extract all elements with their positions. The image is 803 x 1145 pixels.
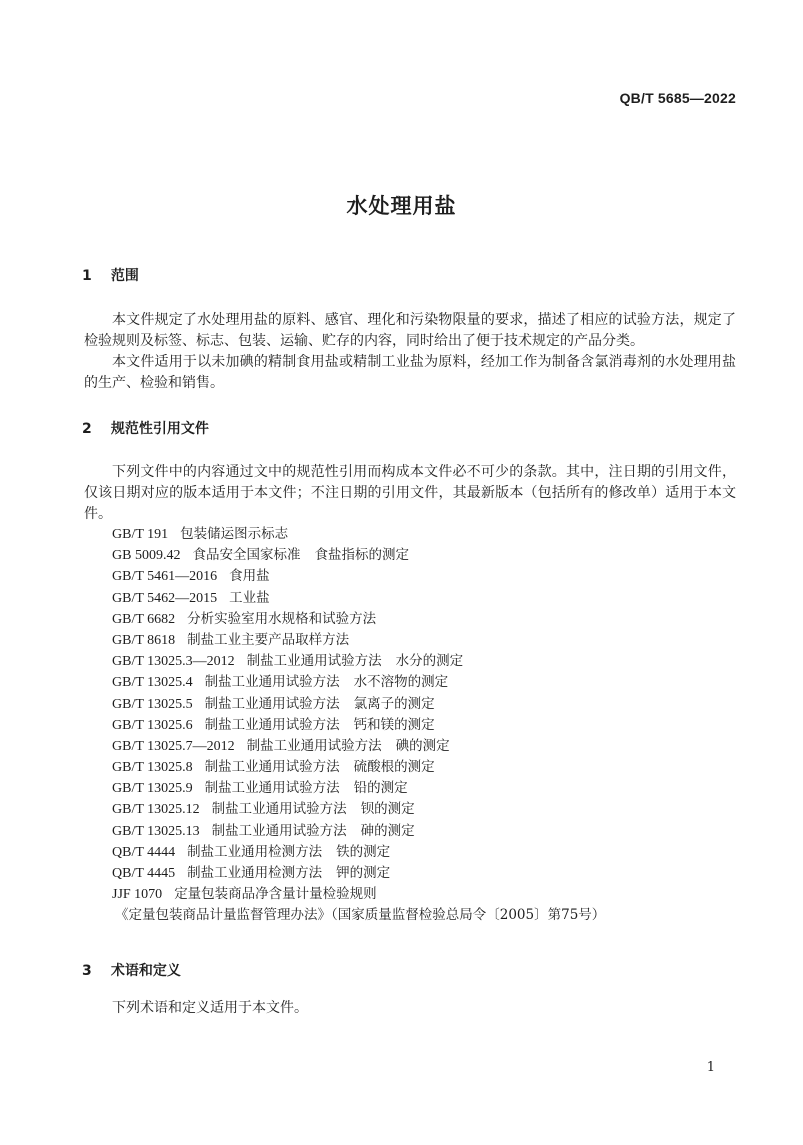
paragraph: 本文件适用于以未加碘的精制食用盐或精制工业盐为原料，经加工作为制备含氯消毒剂的水处理用盐的生产、检验和销售。 <box>84 354 736 391</box>
reference-item <box>112 736 605 757</box>
reference-title: 制盐工业通用试验方法 <box>204 716 340 733</box>
reference-title: 制盐工业通用试验方法 <box>204 674 340 691</box>
reference-title: 工业盐 <box>229 589 270 606</box>
reference-item <box>112 524 605 545</box>
section-number: 2 <box>82 421 92 437</box>
reference-code: GB/T 13025.7—2012 <box>112 738 235 754</box>
reference-item <box>112 630 605 651</box>
reference-code: GB/T 191 <box>112 527 169 542</box>
reference-code: GB/T 13025.5 <box>112 696 193 712</box>
reference-item <box>112 651 605 672</box>
reference-subtitle: 铅的测定 <box>353 780 408 797</box>
reference-code: 《定量包装商品计量监督管理办法》 <box>115 907 331 924</box>
reference-subtitle: 水分的测定 <box>395 653 464 670</box>
reference-title: 制盐工业通用试验方法 <box>211 801 347 818</box>
section-heading-terms-definitions <box>82 960 181 980</box>
reference-code: GB/T 13025.8 <box>112 760 193 776</box>
reference-item <box>115 905 605 926</box>
reference-subtitle: 钙和镁的测定 <box>353 716 435 733</box>
reference-code: GB/T 13025.12 <box>112 802 200 818</box>
reference-title: 包装储运图示标志 <box>180 526 289 542</box>
standard-number: QB/T 5685—2022 <box>619 90 736 106</box>
reference-title: 食用盐 <box>229 568 270 585</box>
paragraph: 下列术语和定义适用于本文件。 <box>112 1000 308 1016</box>
reference-item <box>112 799 605 820</box>
reference-title: 制盐工业通用试验方法 <box>246 653 382 670</box>
reference-item <box>112 609 605 630</box>
reference-title: 制盐工业通用试验方法 <box>211 822 347 839</box>
reference-item <box>112 863 605 884</box>
reference-item <box>112 884 605 905</box>
reference-title: 食品安全国家标准 <box>192 547 301 564</box>
reference-title: 分析实验室用水规格和试验方法 <box>187 610 377 627</box>
reference-item <box>112 778 605 799</box>
section-heading-scope <box>82 265 139 285</box>
section-title: 范围 <box>110 268 139 284</box>
reference-code: GB/T 13025.4 <box>112 675 193 691</box>
reference-title: 制盐工业通用检测方法 <box>187 865 323 881</box>
reference-code: QB/T 4445 <box>112 866 176 881</box>
reference-item <box>112 842 605 863</box>
reference-subtitle: 水不溶物的测定 <box>353 674 449 691</box>
reference-code: GB/T 5462—2015 <box>112 590 218 606</box>
reference-code: GB/T 5461—2016 <box>112 569 218 585</box>
reference-item <box>112 588 605 609</box>
reference-item <box>112 672 605 693</box>
reference-title: 制盐工业通用试验方法 <box>204 780 340 797</box>
paragraph: 下列文件中的内容通过文中的规范性引用而构成本文件必不可少的条款。其中，注日期的引用文件，仅该日期对应的版本适用于本文件；不注日期的引用文件，其最新版本（包括所有的修改单）适用于本文件。 <box>84 464 736 522</box>
section-title: 术语和定义 <box>110 963 181 979</box>
reference-item <box>112 545 605 566</box>
reference-code: GB 5009.42 <box>112 548 181 564</box>
reference-code: GB/T 13025.9 <box>112 781 193 797</box>
section-number: 1 <box>82 268 92 284</box>
section-title: 规范性引用文件 <box>110 421 209 437</box>
page-number: 1 <box>706 1060 715 1075</box>
reference-item <box>112 821 605 842</box>
reference-code: QB/T 4444 <box>112 844 176 860</box>
reference-subtitle: 食盐指标的测定 <box>314 547 409 564</box>
reference-code: GB/T 8618 <box>112 632 176 648</box>
reference-title: （国家质量监督检验总局令〔2005〕第75号） <box>331 907 606 924</box>
reference-code: GB/T 13025.6 <box>112 717 193 733</box>
reference-subtitle: 氯离子的测定 <box>353 695 435 712</box>
reference-title: 制盐工业通用试验方法 <box>204 759 340 776</box>
reference-item <box>112 757 605 778</box>
reference-item <box>112 715 605 736</box>
reference-subtitle: 钾的测定 <box>336 865 391 881</box>
reference-title: 制盐工业通用试验方法 <box>204 695 340 712</box>
reference-title: 制盐工业通用试验方法 <box>246 737 382 754</box>
paragraph: 本文件规定了水处理用盐的原料、感官、理化和污染物限量的要求，描述了相应的试验方法，规定了检验规则及标签、标志、包装、运输、贮存的内容，同时给出了便于技术规定的产品分类。 <box>84 312 736 349</box>
section-number: 3 <box>82 963 92 979</box>
section-heading-normative-references <box>82 418 209 438</box>
reference-subtitle: 铁的测定 <box>336 843 391 860</box>
reference-subtitle: 钡的测定 <box>360 801 415 818</box>
reference-code: GB/T 13025.3—2012 <box>112 654 235 670</box>
reference-list <box>112 524 605 927</box>
reference-code: GB/T 6682 <box>112 611 176 627</box>
reference-title: 制盐工业主要产品取样方法 <box>187 631 350 648</box>
reference-subtitle: 硫酸根的测定 <box>353 759 435 776</box>
reference-title: 定量包装商品净含量计量检验规则 <box>174 886 377 903</box>
reference-title: 制盐工业通用检测方法 <box>187 843 323 860</box>
page-title: 水处理用盐 <box>346 194 457 218</box>
reference-subtitle: 碘的测定 <box>395 737 450 754</box>
reference-item <box>112 566 605 587</box>
reference-subtitle: 砷的测定 <box>360 822 415 839</box>
reference-code: GB/T 13025.13 <box>112 823 200 839</box>
reference-code: JJF 1070 <box>112 887 163 903</box>
reference-item <box>112 694 605 715</box>
